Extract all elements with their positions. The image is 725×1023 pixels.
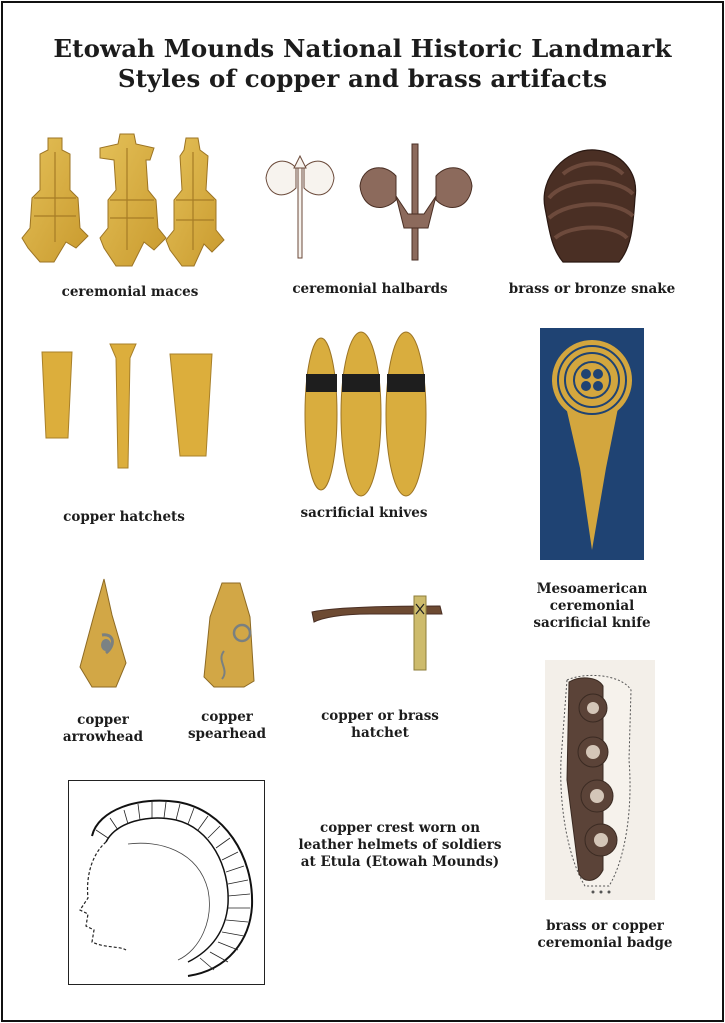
page-title-line2: Styles of copper and brass artifacts [117, 64, 608, 93]
caption-spearhead-line2: spearhead [187, 726, 267, 742]
caption-arrowhead-line1: copper [77, 712, 129, 728]
ceremonial-badge-image [545, 660, 655, 900]
caption-badge-line2: ceremonial badge [537, 935, 673, 951]
copper-crest-drawing [68, 780, 266, 986]
caption-meso-line2: ceremonial [549, 598, 635, 614]
copper-spearhead-image [200, 577, 260, 692]
copper-hatchets-image [36, 340, 216, 475]
copper-arrowhead-image [72, 575, 137, 695]
brass-snake-image [535, 138, 645, 268]
caption-brass-hatchet-line1: copper or brass [321, 708, 439, 724]
caption-brass-hatchet-line2: hatchet [351, 725, 409, 741]
ceremonial-halbards-image [258, 138, 480, 268]
caption-meso-line3: sacrificial knife [533, 615, 651, 631]
caption-brass-snake: brass or bronze snake [508, 281, 676, 297]
caption-crest-line1: copper crest worn on [319, 820, 481, 836]
sacrificial-knives-image [298, 330, 438, 500]
mesoamerican-knife-image [540, 328, 644, 560]
page-title-line1: Etowah Mounds National Historic Landmark [53, 34, 672, 63]
caption-meso-line1: Mesoamerican [536, 581, 648, 597]
caption-sacrificial-knives: sacrificial knives [300, 505, 428, 521]
caption-ceremonial-halbards: ceremonial halbards [292, 281, 448, 297]
brass-hatchet-image [310, 592, 445, 672]
caption-copper-hatchets: copper hatchets [63, 509, 185, 525]
caption-ceremonial-maces: ceremonial maces [61, 284, 199, 300]
caption-crest-line2: leather helmets of soldiers [298, 837, 502, 853]
caption-crest-line3: at Etula (Etowah Mounds) [300, 854, 500, 870]
caption-arrowhead-line2: arrowhead [62, 729, 144, 745]
ceremonial-maces-image [18, 130, 233, 275]
caption-spearhead-line1: copper [201, 709, 253, 725]
caption-badge-line1: brass or copper [546, 918, 664, 934]
